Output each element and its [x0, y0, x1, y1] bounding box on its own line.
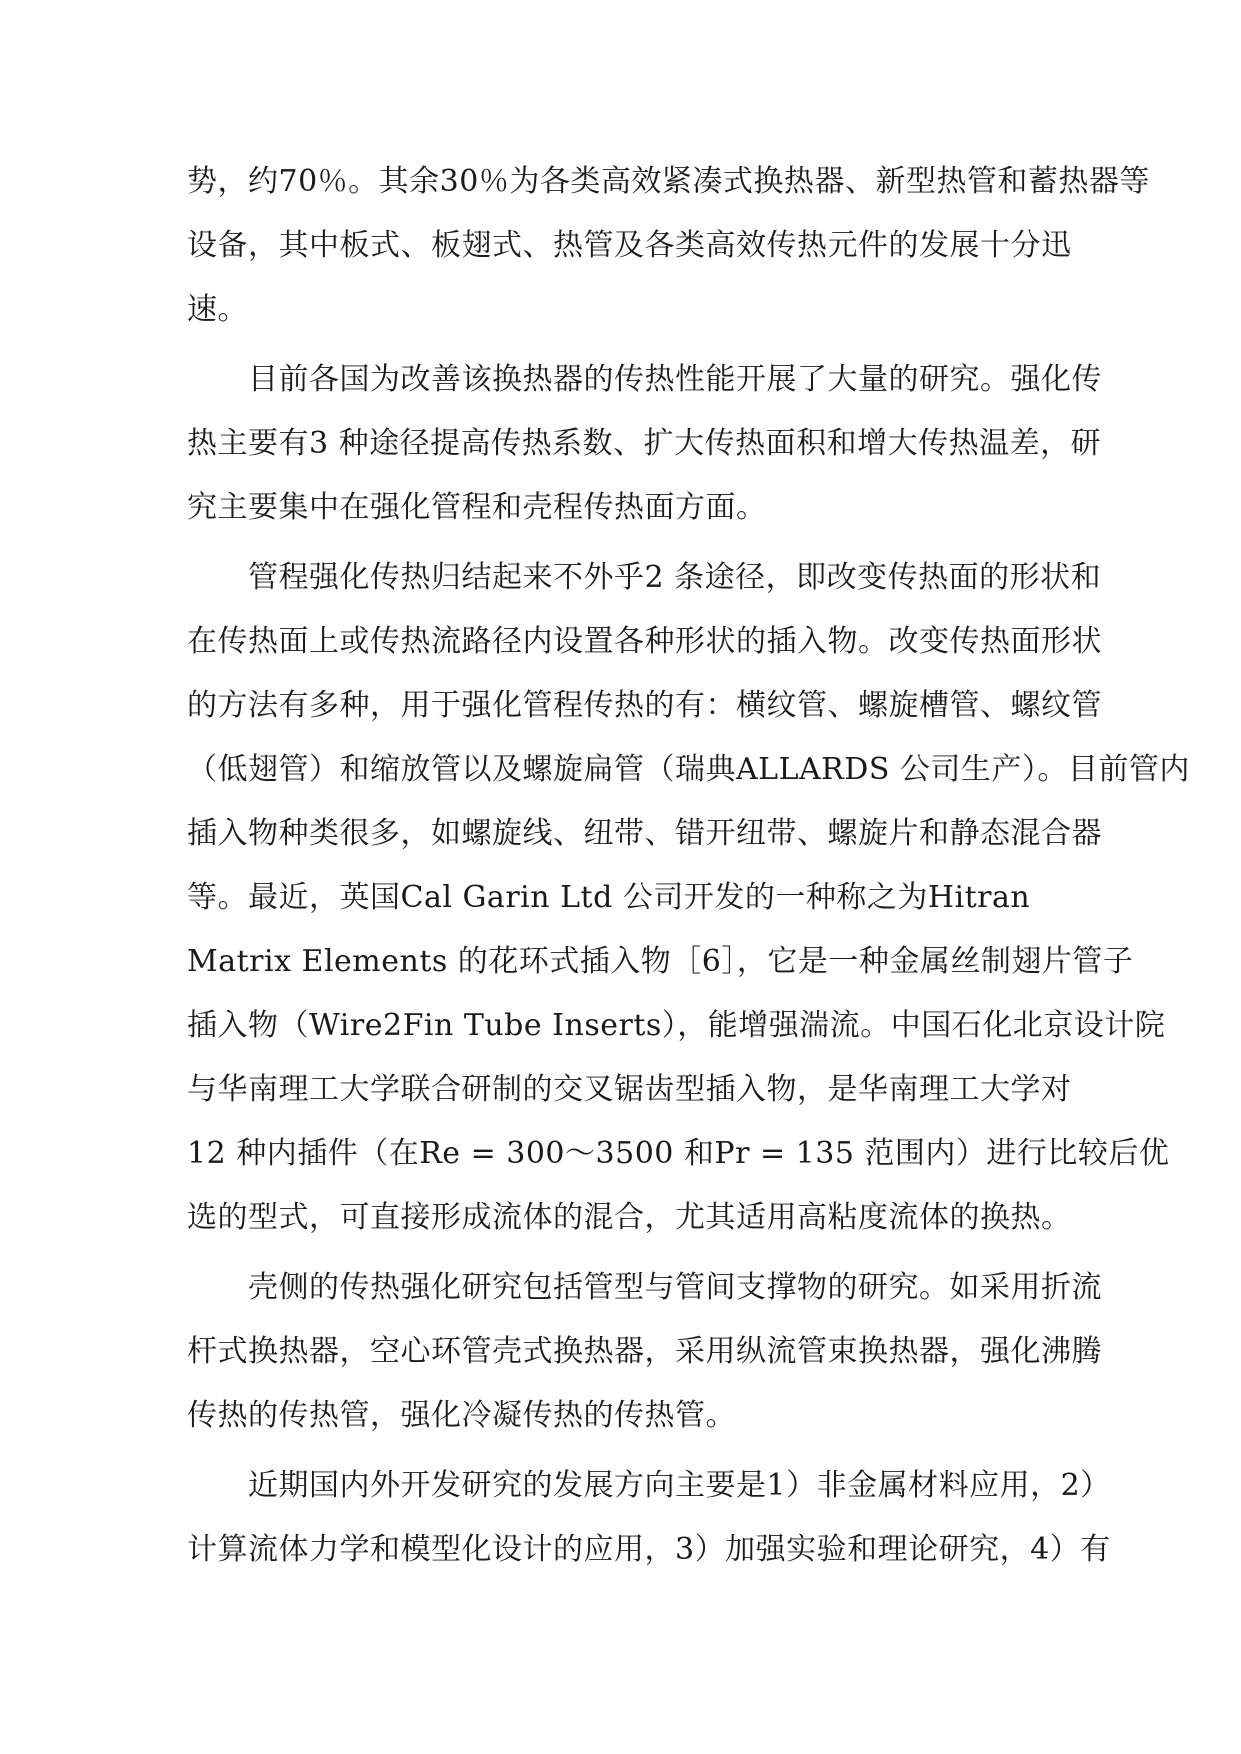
- paragraph-5: [187, 1454, 1111, 1582]
- text-line: 管程强化传热归结起来不外乎2 条途径，即改变传热面的形状和: [187, 560, 1102, 595]
- text-line: 究主要集中在强化管程和壳程传热面方面。: [187, 490, 767, 525]
- paragraph-2: [187, 348, 1102, 540]
- text-line: 近期国内外开发研究的发展方向主要是1）非金属材料应用，2）: [187, 1468, 1111, 1503]
- text-line: Matrix Elements 的花环式插入物［6］，它是一种金属丝制翅片管子: [187, 944, 1134, 979]
- text-line: 12 种内插件（在Re = 300～3500 和Pr = 135 范围内）进行比较后优: [187, 1136, 1170, 1171]
- text-line: 插入物种类很多，如螺旋线、纽带、错开纽带、螺旋片和静态混合器: [187, 816, 1102, 851]
- text-line: 等。最近，英国Cal Garin Ltd 公司开发的一种称之为Hitran: [187, 880, 1031, 915]
- text-line: 与华南理工大学联合研制的交叉锯齿型插入物，是华南理工大学对: [187, 1072, 1072, 1107]
- text-line: 在传热面上或传热流路径内设置各种形状的插入物。改变传热面形状: [187, 624, 1102, 659]
- text-line: 势，约70％。其余30％为各类高效紧凑式换热器、新型热管和蓄热器等: [187, 164, 1150, 199]
- text-line: 插入物（Wire2Fin Tube Inserts），能增强湍流。中国石化北京设计院: [187, 1008, 1166, 1043]
- document-body: [187, 150, 1190, 1582]
- text-line: 设备，其中板式、板翅式、热管及各类高效传热元件的发展十分迅: [187, 228, 1072, 263]
- text-line: 的方法有多种，用于强化管程传热的有：横纹管、螺旋槽管、螺纹管: [187, 688, 1102, 723]
- text-line: 杆式换热器，空心环管壳式换热器，采用纵流管束换热器，强化沸腾: [187, 1334, 1102, 1369]
- text-line: 热主要有3 种途径提高传热系数、扩大传热面积和增大传热温差，研: [187, 426, 1102, 461]
- text-line: 速。: [187, 292, 248, 327]
- text-line: 壳侧的传热强化研究包括管型与管间支撑物的研究。如采用折流: [187, 1270, 1102, 1305]
- paragraph-3: [187, 546, 1190, 1250]
- paragraph-1: [187, 150, 1150, 342]
- paragraph-4: [187, 1256, 1102, 1448]
- text-line: 传热的传热管，强化冷凝传热的传热管。: [187, 1398, 736, 1433]
- text-line: 目前各国为改善该换热器的传热性能开展了大量的研究。强化传: [187, 362, 1102, 397]
- text-line: 计算流体力学和模型化设计的应用，3）加强实验和理论研究，4）有: [187, 1532, 1111, 1567]
- text-line: 选的型式，可直接形成流体的混合，尤其适用高粘度流体的换热。: [187, 1200, 1072, 1235]
- text-line: （低翅管）和缩放管以及螺旋扁管（瑞典ALLARDS 公司生产）。目前管内: [187, 752, 1190, 787]
